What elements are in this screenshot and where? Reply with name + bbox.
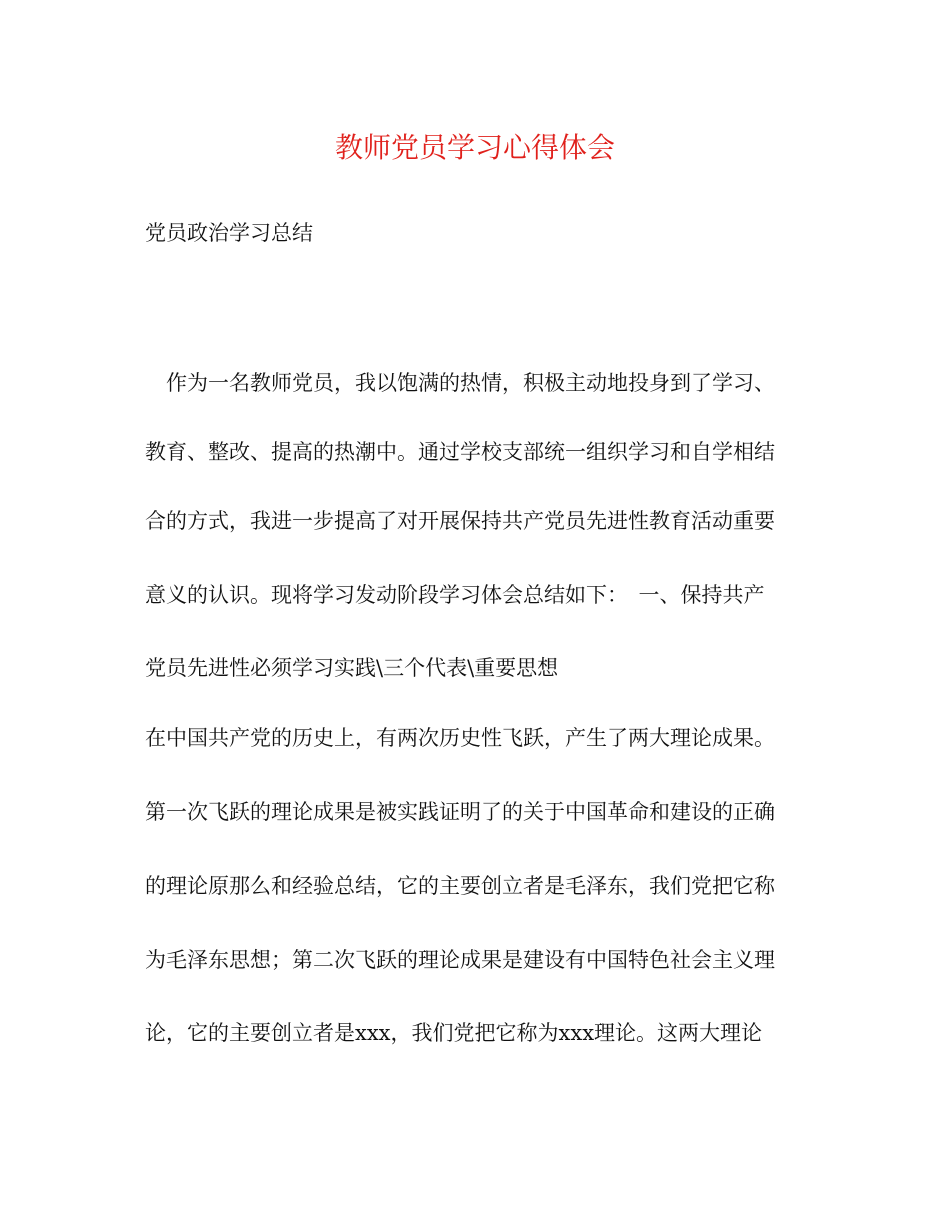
document-title: 教师党员学习心得体会: [334, 131, 615, 164]
body-line: 的理论原那么和经验总结，它的主要创立者是毛泽东，我们党把它称: [145, 874, 775, 898]
body-line: 第一次飞跃的理论成果是被实践证明了的关于中国革命和建设的正确: [145, 800, 775, 824]
body-line: 在中国共产党的历史上，有两次历史性飞跃，产生了两大理论成果。: [145, 726, 775, 750]
document-subtitle: 党员政治学习总结: [145, 221, 313, 245]
body-line: 教育、整改、提高的热潮中。通过学校支部统一组织学习和自学相结: [145, 440, 775, 464]
body-line: 合的方式，我进一步提高了对开展保持共产党员先进性教育活动重要: [145, 509, 775, 533]
body-line: 意义的认识。现将学习发动阶段学习体会总结如下： 一、保持共产: [145, 583, 765, 607]
body-line: 党员先进性必须学习实践\三个代表\重要思想: [145, 656, 559, 680]
body-line: 为毛泽东思想；第二次飞跃的理论成果是建设有中国特色社会主义理: [145, 948, 775, 972]
body-line: 作为一名教师党员，我以饱满的热情，积极主动地投身到了学习、: [145, 371, 775, 395]
body-line: 论，它的主要创立者是xxx，我们党把它称为xxx理论。这两大理论: [145, 1021, 763, 1045]
